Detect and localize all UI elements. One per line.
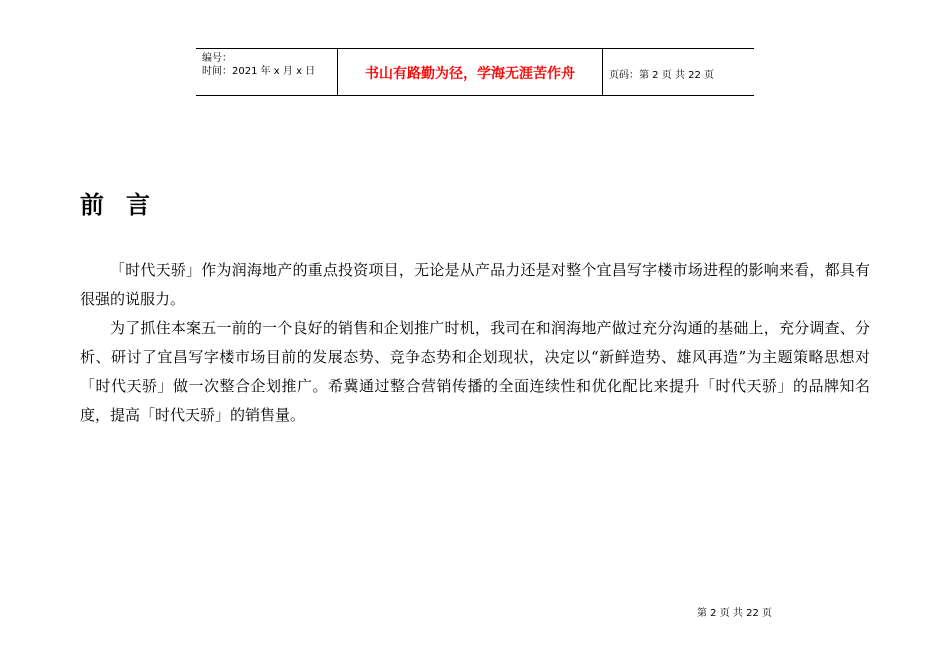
header-meta-cell — [196, 49, 338, 95]
header-motto-cell — [338, 49, 603, 95]
paragraph: 「时代天骄」作为润海地产的重点投资项目，无论是从产品力还是对整个宜昌写字楼市场进程的影响来看，都具有很强的说服力。 — [80, 261, 870, 308]
header-number-label: 编号： — [202, 53, 232, 64]
document-heading: 前言 — [80, 191, 172, 219]
header-page-cell — [603, 49, 754, 95]
page-footer-number: 第 2 页 共 22 页 — [697, 608, 772, 619]
page-header — [196, 48, 754, 96]
header-time-label: 时间：2021 年 x 月 x 日 — [202, 66, 316, 77]
paragraph: 为了抓住本案五一前的一个良好的销售和企划推广时机，我司在和润海地产做过充分沟通的基础上，充分调查、分析、研讨了宜昌写字楼市场目前的发展态势、竞争态势和企划现状，决定以“新鲜造势、雄风再造”为主题策略思想对「时代天骄」做一次整合企划推广。希冀通过整合营销传播的全面连续性和优化配比来提升「时代天骄」的品牌知名度，提高「时代天骄」的销售量。 — [80, 319, 870, 424]
header-motto: 书山有路勤为径，学海无涯苦作舟 — [365, 66, 575, 82]
header-page-code: 页码：第 2 页 共 22 页 — [609, 69, 714, 81]
document-body — [80, 256, 870, 430]
